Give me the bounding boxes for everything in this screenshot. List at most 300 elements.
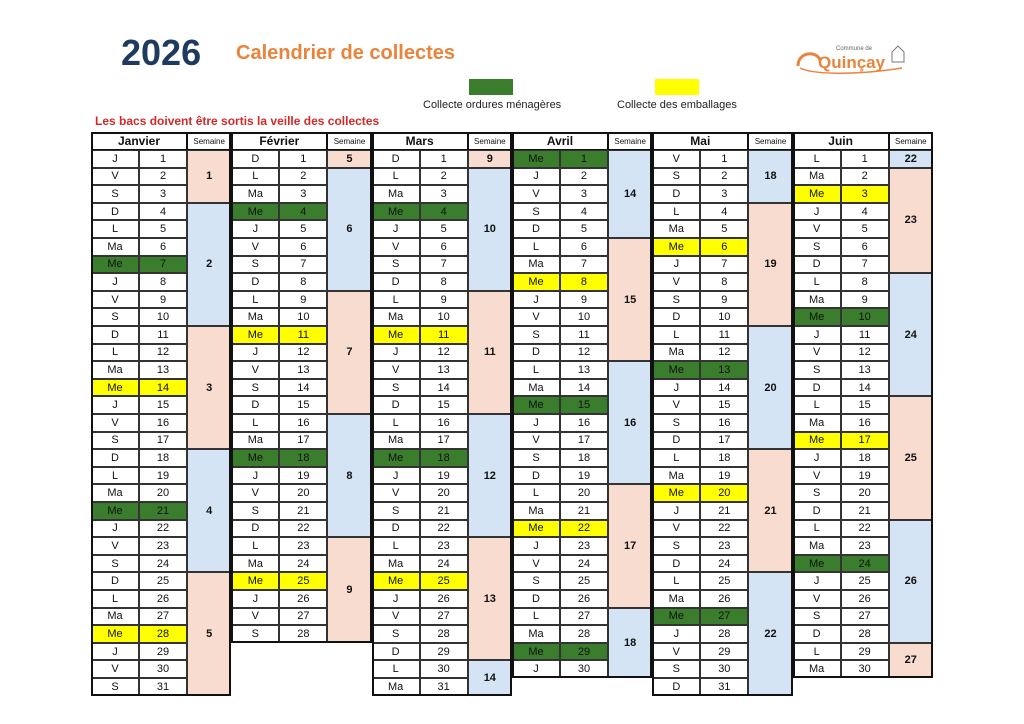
day-name-janvier: D xyxy=(91,203,139,221)
day-number-janvier: 20 xyxy=(139,484,187,502)
day-number-janvier: 23 xyxy=(139,537,187,555)
day-number-mai: 23 xyxy=(700,537,748,555)
legend-label-emballages: Collecte des emballages xyxy=(617,99,737,111)
day-name-mai: Ma xyxy=(652,467,700,485)
day-number-fevrier: 15 xyxy=(279,396,327,414)
day-number-janvier: 21 xyxy=(139,502,187,520)
day-name-mars: V xyxy=(372,238,420,256)
day-number-janvier: 22 xyxy=(139,520,187,538)
day-number-mars: 13 xyxy=(420,361,468,379)
week-number-fevrier: 5 xyxy=(327,150,371,168)
day-number-janvier: 4 xyxy=(139,203,187,221)
week-number-janvier: 5 xyxy=(187,572,231,695)
day-number-fevrier: 5 xyxy=(279,220,327,238)
day-name-mars: S xyxy=(372,625,420,643)
day-name-janvier: Me xyxy=(91,256,139,274)
day-name-mars: L xyxy=(372,660,420,678)
notice-text: Les bacs doivent être sortis la veille des collectes xyxy=(95,114,380,128)
day-number-fevrier: 27 xyxy=(279,608,327,626)
day-name-mai: Ma xyxy=(652,220,700,238)
day-name-janvier: J xyxy=(91,150,139,168)
day-name-juin: L xyxy=(793,273,841,291)
day-name-mars: V xyxy=(372,608,420,626)
day-name-fevrier: D xyxy=(231,520,279,538)
day-number-avril: 5 xyxy=(560,220,608,238)
day-number-mai: 3 xyxy=(700,185,748,203)
week-number-mars: 10 xyxy=(468,168,512,291)
day-name-juin: L xyxy=(793,150,841,168)
day-number-janvier: 12 xyxy=(139,344,187,362)
day-number-mars: 21 xyxy=(420,502,468,520)
day-name-avril: J xyxy=(512,414,560,432)
day-name-mars: Ma xyxy=(372,308,420,326)
day-name-avril: Ma xyxy=(512,379,560,397)
day-name-juin: Ma xyxy=(793,168,841,186)
day-name-mai: S xyxy=(652,660,700,678)
day-number-janvier: 25 xyxy=(139,572,187,590)
day-name-mai: Me xyxy=(652,608,700,626)
day-name-janvier: J xyxy=(91,396,139,414)
day-name-janvier: Me xyxy=(91,379,139,397)
day-number-janvier: 3 xyxy=(139,185,187,203)
day-number-avril: 23 xyxy=(560,537,608,555)
day-number-fevrier: 7 xyxy=(279,256,327,274)
day-name-mars: V xyxy=(372,361,420,379)
week-number-janvier: 1 xyxy=(187,150,231,203)
day-number-avril: 27 xyxy=(560,608,608,626)
day-number-mai: 14 xyxy=(700,379,748,397)
month-header-avril: Avril xyxy=(512,132,608,150)
day-number-juin: 21 xyxy=(841,502,889,520)
day-name-avril: L xyxy=(512,238,560,256)
day-number-janvier: 17 xyxy=(139,432,187,450)
day-number-janvier: 31 xyxy=(139,678,187,696)
day-name-janvier: S xyxy=(91,185,139,203)
day-number-mars: 26 xyxy=(420,590,468,608)
legend-swatch-emballages xyxy=(655,79,699,95)
day-number-fevrier: 11 xyxy=(279,326,327,344)
day-name-mai: J xyxy=(652,502,700,520)
day-name-avril: L xyxy=(512,484,560,502)
day-number-mars: 3 xyxy=(420,185,468,203)
day-number-fevrier: 3 xyxy=(279,185,327,203)
day-number-mai: 19 xyxy=(700,467,748,485)
day-name-mai: D xyxy=(652,555,700,573)
day-number-avril: 30 xyxy=(560,660,608,678)
day-name-juin: L xyxy=(793,643,841,661)
day-name-mars: J xyxy=(372,590,420,608)
day-number-juin: 1 xyxy=(841,150,889,168)
day-number-mars: 20 xyxy=(420,484,468,502)
day-name-mars: Ma xyxy=(372,555,420,573)
day-number-janvier: 8 xyxy=(139,273,187,291)
day-name-mai: D xyxy=(652,432,700,450)
day-number-avril: 20 xyxy=(560,484,608,502)
day-name-avril: D xyxy=(512,590,560,608)
day-name-mars: Ma xyxy=(372,432,420,450)
day-number-janvier: 9 xyxy=(139,291,187,309)
day-number-avril: 8 xyxy=(560,273,608,291)
day-number-avril: 26 xyxy=(560,590,608,608)
page-title: Calendrier de collectes xyxy=(236,42,455,64)
day-name-mai: Me xyxy=(652,238,700,256)
day-number-avril: 24 xyxy=(560,555,608,573)
day-number-janvier: 18 xyxy=(139,449,187,467)
week-number-janvier: 2 xyxy=(187,203,231,326)
day-number-juin: 10 xyxy=(841,308,889,326)
day-name-juin: Ma xyxy=(793,291,841,309)
day-name-fevrier: S xyxy=(231,502,279,520)
day-number-mai: 13 xyxy=(700,361,748,379)
day-name-mars: D xyxy=(372,150,420,168)
day-name-fevrier: J xyxy=(231,467,279,485)
day-name-avril: Ma xyxy=(512,502,560,520)
day-name-avril: Me xyxy=(512,520,560,538)
day-name-fevrier: Ma xyxy=(231,308,279,326)
day-name-janvier: V xyxy=(91,414,139,432)
day-number-juin: 24 xyxy=(841,555,889,573)
day-name-juin: Me xyxy=(793,185,841,203)
day-number-mars: 28 xyxy=(420,625,468,643)
day-number-mars: 11 xyxy=(420,326,468,344)
day-number-janvier: 15 xyxy=(139,396,187,414)
day-number-avril: 9 xyxy=(560,291,608,309)
day-number-mai: 10 xyxy=(700,308,748,326)
day-name-janvier: S xyxy=(91,432,139,450)
day-number-fevrier: 22 xyxy=(279,520,327,538)
day-number-mai: 1 xyxy=(700,150,748,168)
day-name-fevrier: L xyxy=(231,414,279,432)
day-number-janvier: 19 xyxy=(139,467,187,485)
day-number-janvier: 11 xyxy=(139,326,187,344)
day-number-mai: 17 xyxy=(700,432,748,450)
day-name-mars: S xyxy=(372,379,420,397)
week-header-fevrier: Semaine xyxy=(327,132,371,150)
day-number-mars: 2 xyxy=(420,168,468,186)
day-name-mai: Me xyxy=(652,361,700,379)
day-number-juin: 8 xyxy=(841,273,889,291)
day-name-mars: Me xyxy=(372,449,420,467)
day-name-mai: J xyxy=(652,625,700,643)
day-number-avril: 11 xyxy=(560,326,608,344)
day-name-fevrier: L xyxy=(231,168,279,186)
week-number-mai: 19 xyxy=(748,203,792,326)
day-number-janvier: 28 xyxy=(139,625,187,643)
day-name-janvier: S xyxy=(91,308,139,326)
day-number-juin: 26 xyxy=(841,590,889,608)
day-name-janvier: L xyxy=(91,467,139,485)
day-number-fevrier: 18 xyxy=(279,449,327,467)
day-number-janvier: 14 xyxy=(139,379,187,397)
week-number-juin: 23 xyxy=(889,168,933,274)
day-number-janvier: 2 xyxy=(139,168,187,186)
day-name-avril: Ma xyxy=(512,256,560,274)
day-number-juin: 18 xyxy=(841,449,889,467)
day-number-mai: 18 xyxy=(700,449,748,467)
week-number-fevrier: 6 xyxy=(327,168,371,291)
day-name-juin: V xyxy=(793,590,841,608)
week-header-janvier: Semaine xyxy=(187,132,231,150)
day-name-avril: L xyxy=(512,361,560,379)
day-number-mars: 17 xyxy=(420,432,468,450)
day-number-mai: 28 xyxy=(700,625,748,643)
day-number-fevrier: 17 xyxy=(279,432,327,450)
day-name-juin: Ma xyxy=(793,537,841,555)
day-number-janvier: 10 xyxy=(139,308,187,326)
week-number-avril: 18 xyxy=(608,608,652,678)
day-name-avril: J xyxy=(512,660,560,678)
day-name-mai: L xyxy=(652,203,700,221)
day-number-avril: 21 xyxy=(560,502,608,520)
day-name-mars: D xyxy=(372,520,420,538)
week-number-mars: 11 xyxy=(468,291,512,414)
day-name-janvier: V xyxy=(91,291,139,309)
day-number-janvier: 13 xyxy=(139,361,187,379)
day-name-mai: Ma xyxy=(652,590,700,608)
day-name-mai: S xyxy=(652,291,700,309)
legend-label-menageres: Collecte ordures ménagères xyxy=(423,99,562,111)
day-number-mai: 4 xyxy=(700,203,748,221)
day-name-mars: Me xyxy=(372,326,420,344)
week-header-mars: Semaine xyxy=(468,132,512,150)
day-name-fevrier: L xyxy=(231,291,279,309)
day-name-mai: S xyxy=(652,537,700,555)
day-name-fevrier: J xyxy=(231,220,279,238)
day-number-mars: 30 xyxy=(420,660,468,678)
day-number-avril: 25 xyxy=(560,572,608,590)
day-name-mars: J xyxy=(372,467,420,485)
day-name-fevrier: D xyxy=(231,273,279,291)
day-name-janvier: Ma xyxy=(91,361,139,379)
day-name-mars: Me xyxy=(372,203,420,221)
day-name-mai: S xyxy=(652,168,700,186)
day-name-juin: V xyxy=(793,220,841,238)
day-number-mai: 20 xyxy=(700,484,748,502)
day-number-mai: 29 xyxy=(700,643,748,661)
day-number-avril: 6 xyxy=(560,238,608,256)
legend-swatch-menageres xyxy=(469,79,513,95)
day-number-mars: 6 xyxy=(420,238,468,256)
day-number-mai: 9 xyxy=(700,291,748,309)
day-name-juin: D xyxy=(793,256,841,274)
day-number-avril: 19 xyxy=(560,467,608,485)
quincay-logo xyxy=(792,38,912,82)
day-name-janvier: S xyxy=(91,678,139,696)
week-number-mars: 9 xyxy=(468,150,512,168)
day-number-fevrier: 8 xyxy=(279,273,327,291)
day-number-mai: 16 xyxy=(700,414,748,432)
day-name-mai: D xyxy=(652,678,700,696)
day-number-mai: 31 xyxy=(700,678,748,696)
week-number-mai: 20 xyxy=(748,326,792,449)
day-number-mai: 27 xyxy=(700,608,748,626)
day-name-fevrier: Me xyxy=(231,326,279,344)
day-name-juin: J xyxy=(793,326,841,344)
week-number-juin: 22 xyxy=(889,150,933,168)
day-number-fevrier: 23 xyxy=(279,537,327,555)
week-number-juin: 27 xyxy=(889,643,933,678)
day-name-juin: V xyxy=(793,344,841,362)
day-number-avril: 15 xyxy=(560,396,608,414)
day-number-juin: 23 xyxy=(841,537,889,555)
week-number-fevrier: 9 xyxy=(327,537,371,643)
day-name-avril: Me xyxy=(512,273,560,291)
day-number-fevrier: 4 xyxy=(279,203,327,221)
month-header-fevrier: Février xyxy=(231,132,327,150)
day-name-fevrier: Me xyxy=(231,572,279,590)
day-name-janvier: Ma xyxy=(91,608,139,626)
week-number-janvier: 3 xyxy=(187,326,231,449)
day-name-juin: Ma xyxy=(793,660,841,678)
day-number-juin: 6 xyxy=(841,238,889,256)
day-number-mai: 12 xyxy=(700,344,748,362)
day-name-janvier: S xyxy=(91,555,139,573)
day-number-janvier: 16 xyxy=(139,414,187,432)
day-name-avril: V xyxy=(512,555,560,573)
calendar-grid xyxy=(91,132,933,698)
day-number-juin: 20 xyxy=(841,484,889,502)
day-name-avril: S xyxy=(512,203,560,221)
day-number-avril: 13 xyxy=(560,361,608,379)
day-name-mars: D xyxy=(372,396,420,414)
day-name-fevrier: S xyxy=(231,379,279,397)
week-number-avril: 15 xyxy=(608,238,652,361)
day-number-fevrier: 21 xyxy=(279,502,327,520)
day-name-mars: Ma xyxy=(372,185,420,203)
day-number-juin: 17 xyxy=(841,432,889,450)
day-name-mai: V xyxy=(652,396,700,414)
day-name-fevrier: V xyxy=(231,238,279,256)
day-name-fevrier: Ma xyxy=(231,432,279,450)
week-header-juin: Semaine xyxy=(889,132,933,150)
day-name-fevrier: S xyxy=(231,625,279,643)
day-name-mars: L xyxy=(372,168,420,186)
month-header-mars: Mars xyxy=(372,132,468,150)
day-name-avril: J xyxy=(512,291,560,309)
day-number-juin: 28 xyxy=(841,625,889,643)
day-number-mars: 10 xyxy=(420,308,468,326)
day-number-juin: 9 xyxy=(841,291,889,309)
day-name-mars: L xyxy=(372,414,420,432)
day-number-avril: 22 xyxy=(560,520,608,538)
day-name-mai: V xyxy=(652,273,700,291)
day-name-juin: D xyxy=(793,625,841,643)
day-number-janvier: 24 xyxy=(139,555,187,573)
day-number-avril: 2 xyxy=(560,168,608,186)
day-number-avril: 1 xyxy=(560,150,608,168)
day-name-janvier: V xyxy=(91,660,139,678)
day-name-mai: Ma xyxy=(652,344,700,362)
day-name-avril: S xyxy=(512,572,560,590)
day-number-juin: 5 xyxy=(841,220,889,238)
month-header-janvier: Janvier xyxy=(91,132,187,150)
day-name-janvier: L xyxy=(91,344,139,362)
month-header-juin: Juin xyxy=(793,132,889,150)
day-name-janvier: L xyxy=(91,590,139,608)
week-header-mai: Semaine xyxy=(748,132,792,150)
day-number-janvier: 6 xyxy=(139,238,187,256)
day-number-fevrier: 13 xyxy=(279,361,327,379)
day-number-mai: 22 xyxy=(700,520,748,538)
day-number-avril: 29 xyxy=(560,643,608,661)
week-number-mai: 18 xyxy=(748,150,792,203)
day-name-mars: J xyxy=(372,220,420,238)
day-number-mars: 5 xyxy=(420,220,468,238)
day-number-avril: 12 xyxy=(560,344,608,362)
week-number-fevrier: 8 xyxy=(327,414,371,537)
day-number-mai: 7 xyxy=(700,256,748,274)
week-number-avril: 16 xyxy=(608,361,652,484)
day-name-janvier: Me xyxy=(91,502,139,520)
day-number-juin: 7 xyxy=(841,256,889,274)
day-name-juin: J xyxy=(793,449,841,467)
day-number-mars: 23 xyxy=(420,537,468,555)
week-number-avril: 14 xyxy=(608,150,652,238)
day-name-janvier: L xyxy=(91,220,139,238)
day-number-fevrier: 10 xyxy=(279,308,327,326)
day-number-fevrier: 28 xyxy=(279,625,327,643)
day-name-fevrier: J xyxy=(231,344,279,362)
day-name-mars: S xyxy=(372,502,420,520)
day-number-avril: 18 xyxy=(560,449,608,467)
day-number-fevrier: 1 xyxy=(279,150,327,168)
day-name-janvier: J xyxy=(91,643,139,661)
day-number-juin: 27 xyxy=(841,608,889,626)
day-number-mai: 25 xyxy=(700,572,748,590)
day-number-juin: 2 xyxy=(841,168,889,186)
day-number-mars: 4 xyxy=(420,203,468,221)
day-number-juin: 25 xyxy=(841,572,889,590)
day-number-fevrier: 6 xyxy=(279,238,327,256)
day-number-juin: 30 xyxy=(841,660,889,678)
day-number-fevrier: 25 xyxy=(279,572,327,590)
day-name-juin: S xyxy=(793,361,841,379)
day-number-mai: 30 xyxy=(700,660,748,678)
day-name-juin: Ma xyxy=(793,414,841,432)
day-number-janvier: 30 xyxy=(139,660,187,678)
day-number-mai: 8 xyxy=(700,273,748,291)
day-number-mai: 15 xyxy=(700,396,748,414)
day-number-janvier: 5 xyxy=(139,220,187,238)
day-number-fevrier: 2 xyxy=(279,168,327,186)
day-number-juin: 3 xyxy=(841,185,889,203)
day-name-janvier: Ma xyxy=(91,484,139,502)
day-number-mars: 9 xyxy=(420,291,468,309)
day-number-mai: 11 xyxy=(700,326,748,344)
day-name-juin: L xyxy=(793,520,841,538)
day-name-mai: V xyxy=(652,150,700,168)
day-name-avril: Me xyxy=(512,643,560,661)
week-header-avril: Semaine xyxy=(608,132,652,150)
day-name-janvier: J xyxy=(91,520,139,538)
day-name-avril: S xyxy=(512,449,560,467)
day-number-avril: 16 xyxy=(560,414,608,432)
day-number-juin: 13 xyxy=(841,361,889,379)
day-name-mai: V xyxy=(652,643,700,661)
day-number-mars: 15 xyxy=(420,396,468,414)
day-name-janvier: D xyxy=(91,572,139,590)
day-name-mars: D xyxy=(372,273,420,291)
day-number-mai: 2 xyxy=(700,168,748,186)
day-number-mars: 8 xyxy=(420,273,468,291)
day-name-mai: J xyxy=(652,379,700,397)
day-number-mars: 14 xyxy=(420,379,468,397)
week-number-janvier: 4 xyxy=(187,449,231,572)
day-number-juin: 14 xyxy=(841,379,889,397)
day-number-fevrier: 24 xyxy=(279,555,327,573)
day-name-mai: L xyxy=(652,326,700,344)
day-name-avril: V xyxy=(512,432,560,450)
